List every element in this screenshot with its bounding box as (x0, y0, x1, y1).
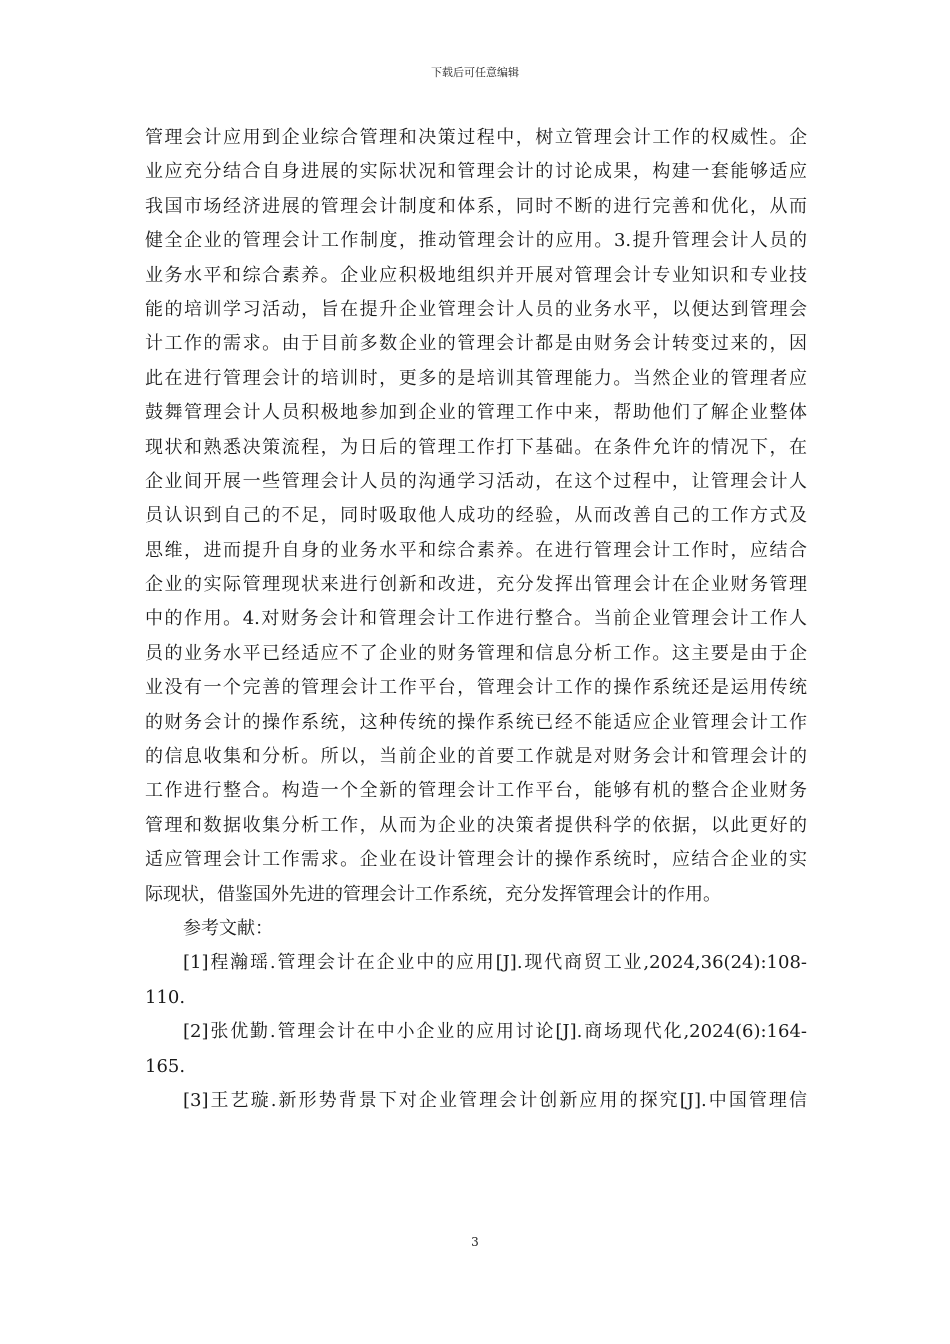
reference-line: [1]程瀚瑶.管理会计在企业中的应用[J].现代商贸工业,2024,36(24):108- (183, 952, 807, 974)
text-line: 的财务会计的操作系统，这种传统的操作系统已经不能适应企业管理会计工作 (145, 711, 807, 733)
page-number: 3 (471, 1235, 479, 1249)
text-line: 的信息收集和分析。所以，当前企业的首要工作就是对财务会计和管理会计的 (145, 746, 807, 768)
text-line: 我国市场经济进展的管理会计制度和体系，同时不断的进行完善和优化，从而 (145, 195, 807, 217)
reference-line: 165. (145, 1055, 186, 1077)
document-body (145, 121, 807, 1118)
text-line: 员认识到自己的不足，同时吸取他人成功的经验，从而改善自己的工作方式及 (145, 505, 807, 527)
text-line: 适应管理会计工作需求。企业在设计管理会计的操作系统时，应结合企业的实 (145, 849, 807, 871)
reference-line: 110. (145, 986, 186, 1008)
text-line: 企业间开展一些管理会计人员的沟通学习活动，在这个过程中，让管理会计人 (145, 470, 807, 492)
body-paragraph (145, 121, 807, 912)
text-line: 业应充分结合自身进展的实际状况和管理会计的讨论成果，构建一套能够适应 (145, 161, 807, 183)
references-section (145, 912, 807, 1118)
text-line: 业没有一个完善的管理会计工作平台，管理会计工作的操作系统还是运用传统 (145, 677, 807, 699)
text-line: 业务水平和综合素养。企业应积极地组织并开展对管理会计专业知识和专业技 (145, 264, 807, 286)
reference-line: [3]王艺璇.新形势背景下对企业管理会计创新应用的探究[J].中国管理信 (183, 1089, 807, 1111)
text-line: 健全企业的管理会计工作制度，推动管理会计的应用。3.提升管理会计人员的 (145, 230, 807, 252)
text-line: 能的培训学习活动，旨在提升企业管理会计人员的业务水平，以便达到管理会 (145, 298, 807, 320)
reference-item (145, 1015, 807, 1084)
text-line: 际现状，借鉴国外先进的管理会计工作系统，充分发挥管理会计的作用。 (145, 883, 721, 905)
reference-item (145, 946, 807, 1015)
text-line: 管理会计应用到企业综合管理和决策过程中，树立管理会计工作的权威性。企 (145, 127, 807, 148)
text-line: 此在进行管理会计的培训时，更多的是培训其管理能力。当然企业的管理者应 (145, 367, 807, 389)
reference-item (145, 1084, 807, 1118)
text-line: 现状和熟悉决策流程，为日后的管理工作打下基础。在条件允许的情况下，在 (145, 436, 807, 458)
page-header: 下载后可任意编辑 (431, 66, 519, 79)
text-line: 计工作的需求。由于目前多数企业的管理会计都是由财务会计转变过来的，因 (145, 333, 807, 355)
text-line: 鼓舞管理会计人员积极地参加到企业的管理工作中来，帮助他们了解企业整体 (145, 402, 807, 424)
text-line: 员的业务水平已经适应不了企业的财务管理和信息分析工作。这主要是由于企 (145, 642, 807, 664)
reference-line: [2]张优勤.管理会计在中小企业的应用讨论[J].商场现代化,2024(6):164- (183, 1021, 807, 1043)
text-line: 企业的实际管理现状来进行创新和改进，充分发挥出管理会计在企业财务管理 (145, 574, 807, 596)
text-line: 工作进行整合。构造一个全新的管理会计工作平台，能够有机的整合企业财务 (145, 780, 807, 802)
text-line: 管理和数据收集分析工作，从而为企业的决策者提供科学的依据，以此更好的 (145, 814, 807, 836)
references-heading: 参考文献： (183, 917, 273, 939)
text-line: 中的作用。4.对财务会计和管理会计工作进行整合。当前企业管理会计工作人 (145, 608, 807, 630)
text-line: 思维，进而提升自身的业务水平和综合素养。在进行管理会计工作时，应结合 (145, 539, 807, 561)
